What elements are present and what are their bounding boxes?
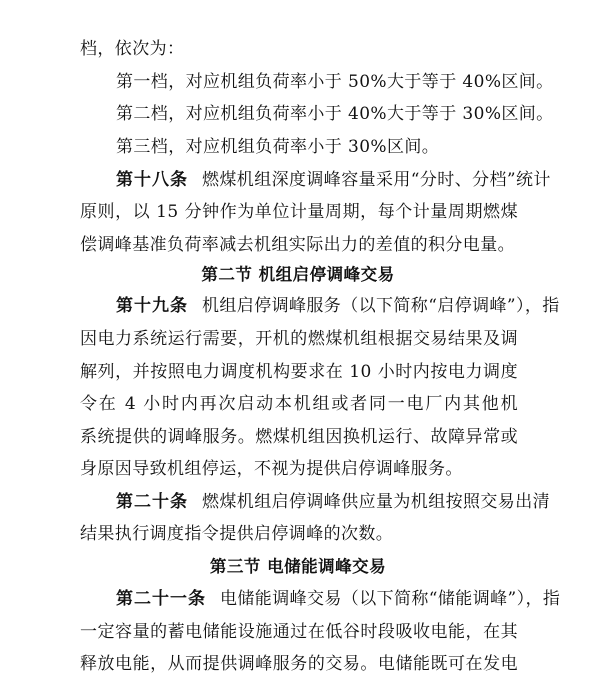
article-19-text-4: 令在 4 小时内再次启动本机组或者同一电厂内其他机 [80, 394, 518, 414]
article-18-heading: 第十八条 [116, 170, 188, 190]
article-20-text-2: 结果执行调度指令提供启停调峰的次数。 [80, 524, 394, 544]
intro-line: 档，依次为： [80, 39, 185, 59]
article-18-text-3: 偿调峰基准负荷率减去机组实际出力的差值的积分电量。 [80, 235, 515, 255]
article-21-first-line [116, 588, 560, 610]
article-19-heading: 第十九条 [116, 296, 188, 316]
tier-1-line: 第一档，对应机组负荷率小于 50%大于等于 40%区间。 [116, 72, 554, 92]
tier-3-line: 第三档，对应机组负荷率小于 30%区间。 [116, 137, 440, 157]
section-3-title: 第三节 电储能调峰交易 [209, 557, 387, 576]
tier-2-line: 第二档，对应机组负荷率小于 40%大于等于 30%区间。 [116, 104, 554, 124]
article-21-heading: 第二十一条 [116, 589, 206, 609]
article-21-text-2: 一定容量的蓄电储能设施通过在低谷时段吸收电能，在其 [80, 622, 518, 642]
article-19-text-3: 解列，并按照电力调度机构要求在 10 小时内按电力调度 [80, 362, 518, 382]
article-19-text-5: 系统提供的调峰服务。燃煤机组因换机运行、故障异常或 [80, 427, 518, 447]
article-18-first-line [116, 169, 551, 191]
article-21-text-1: 电储能调峰交易（以下简称“储能调峰”），指 [220, 589, 561, 609]
article-20-heading: 第二十条 [116, 492, 188, 512]
article-20-first-line [116, 491, 550, 513]
article-18-text-2: 原则，以 15 分钟作为单位计量周期，每个计量周期燃煤 [80, 202, 518, 222]
article-21-text-3: 释放电能，从而提供调峰服务的交易。电储能既可在发电 [80, 654, 518, 674]
article-20-text-1: 燃煤机组启停调峰供应量为机组按照交易出清 [202, 492, 550, 512]
article-19-text-6: 身原因导致机组停运，不视为提供启停调峰服务。 [80, 459, 463, 479]
section-2-title: 第二节 机组启停调峰交易 [201, 265, 395, 284]
article-19-first-line [116, 295, 560, 317]
article-18-text-1: 燃煤机组深度调峰容量采用“分时、分档”统计 [202, 170, 551, 190]
article-19-text-1: 机组启停调峰服务（以下简称“启停调峰”），指 [202, 296, 560, 316]
article-19-text-2: 因电力系统运行需要，开机的燃煤机组根据交易结果及调 [80, 329, 518, 349]
